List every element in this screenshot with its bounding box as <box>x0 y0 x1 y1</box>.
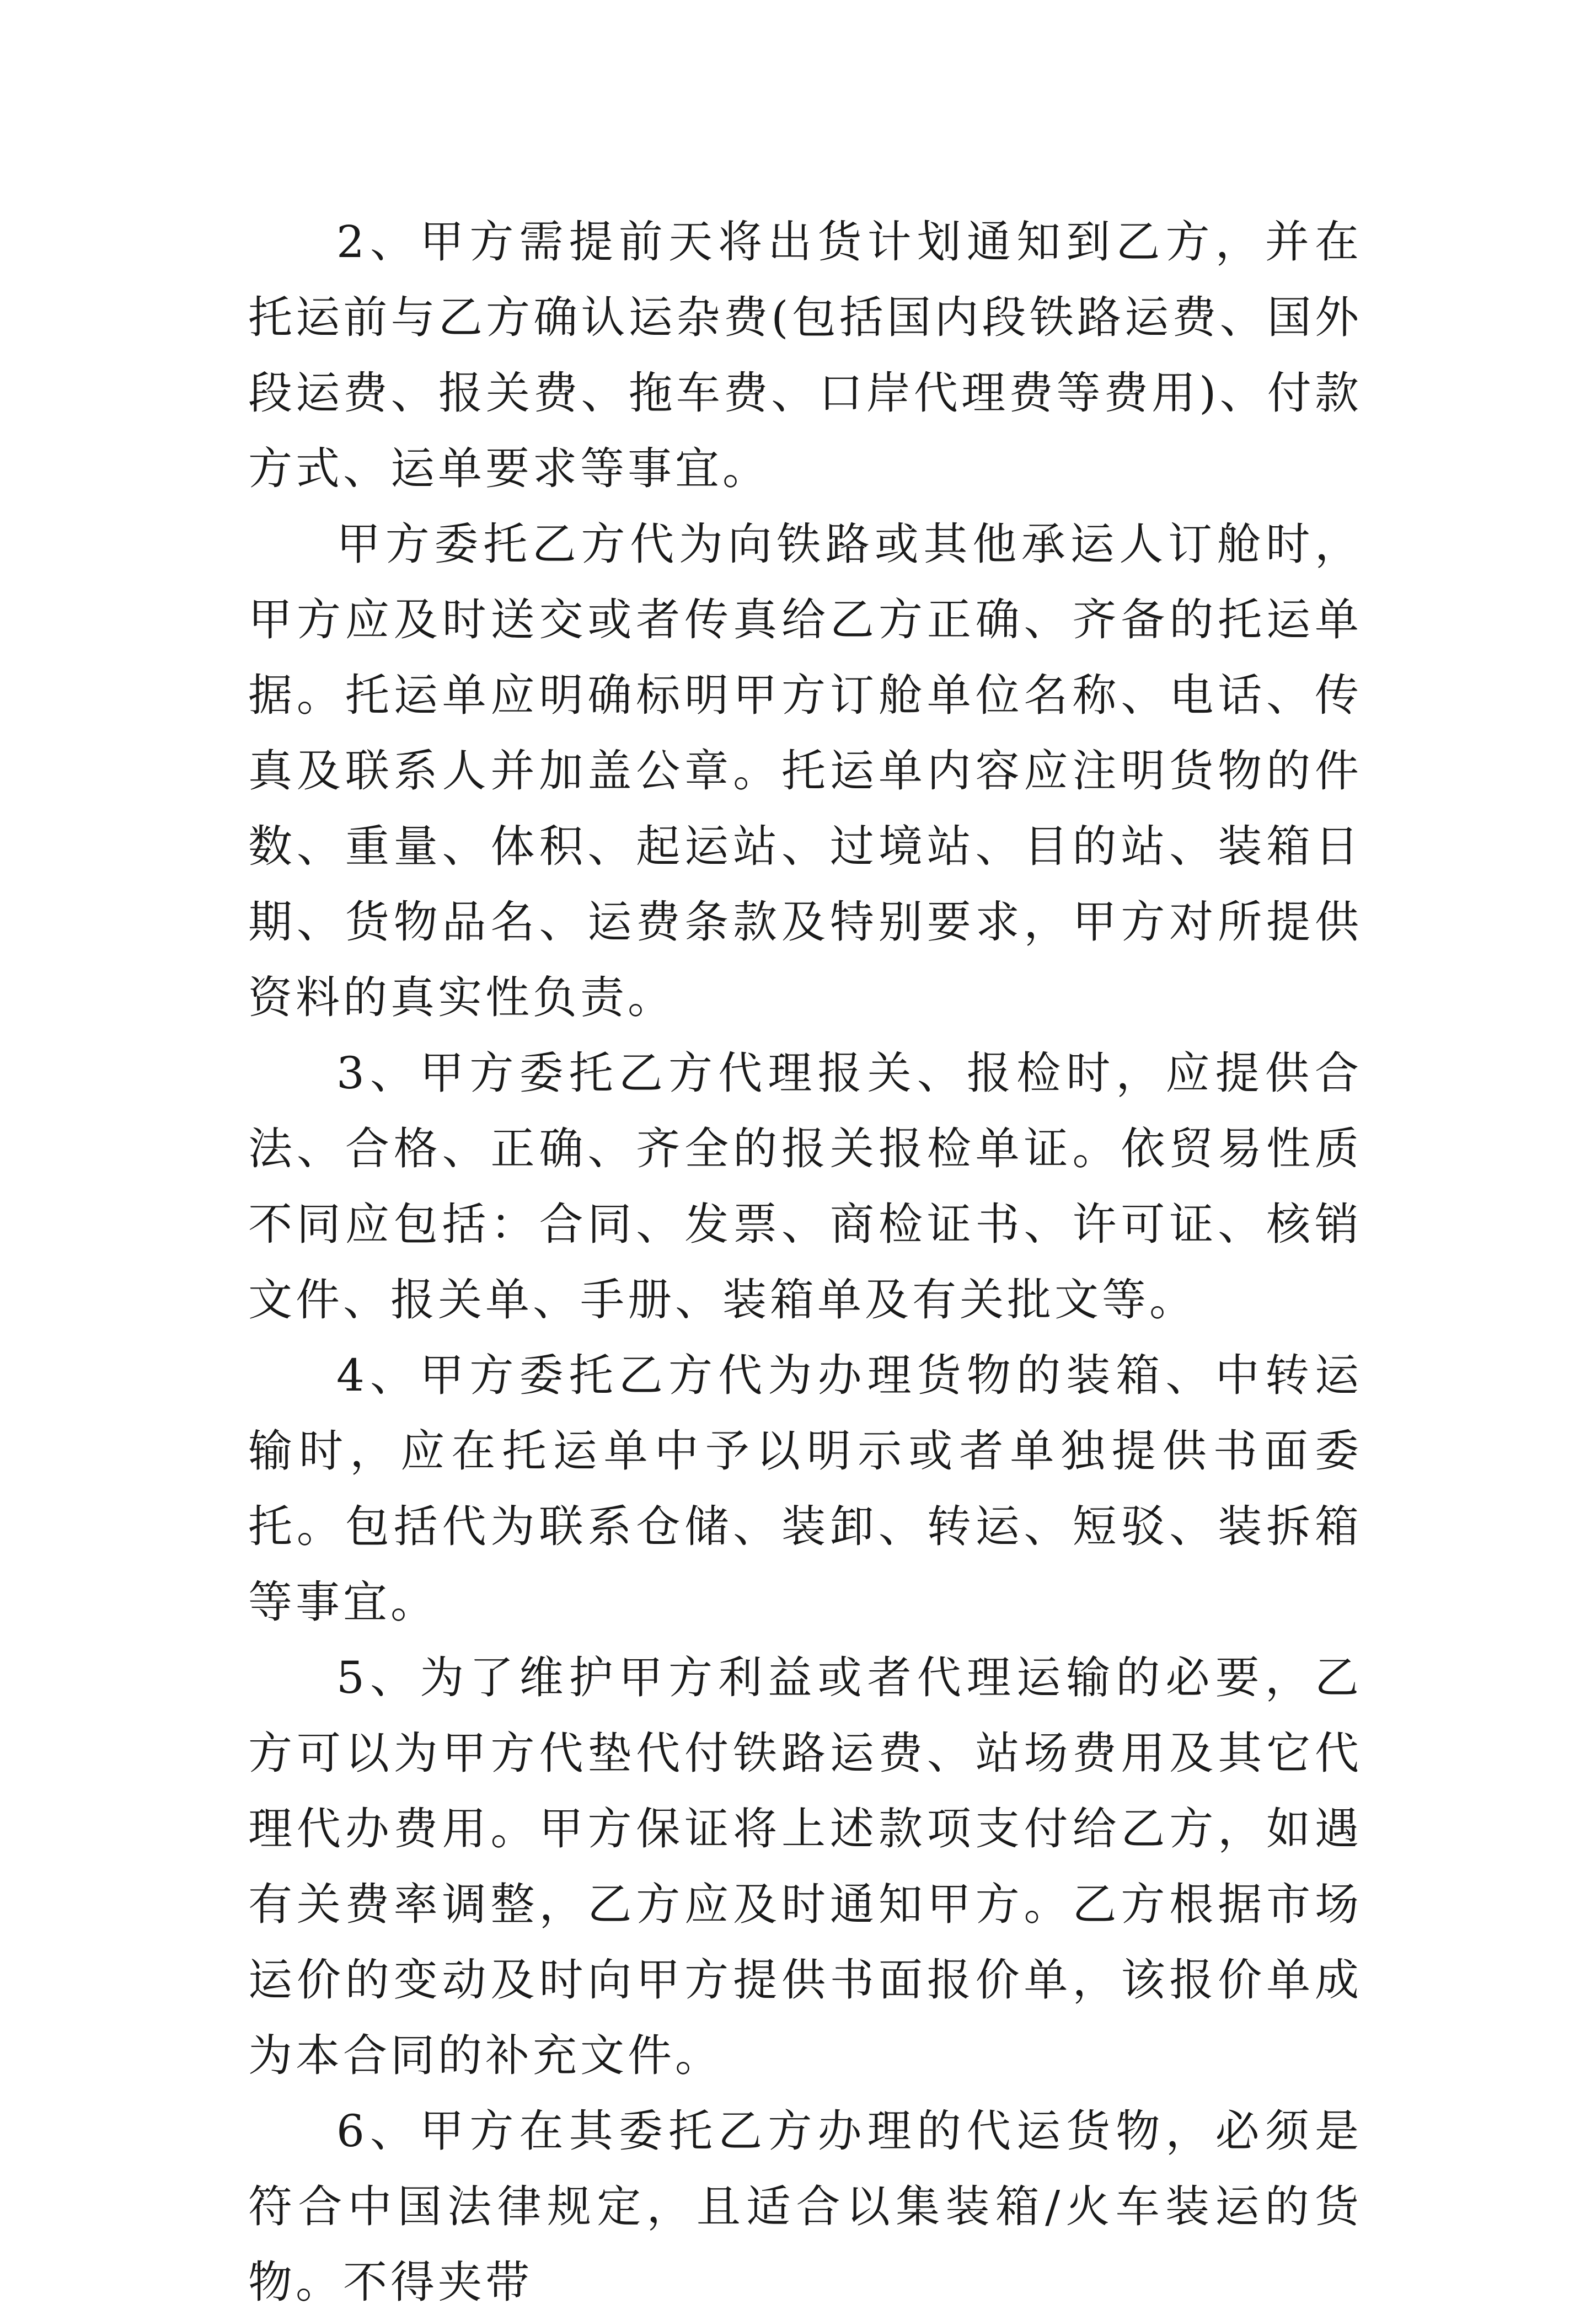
paragraph-clause-6: 6、甲方在其委托乙方办理的代运货物，必须是符合中国法律规定，且适合以集装箱/火车装运的货物。不得夹带 <box>248 2105 1362 2308</box>
paragraph-clause-4: 4、甲方委托乙方代为办理货物的装箱、中转运输时，应在托运单中予以明示或者单独提供书面委托。包括代为联系仓储、装卸、转运、短驳、装拆箱等事宜。 <box>248 1350 1362 1628</box>
document-body <box>248 204 1362 2320</box>
paragraph-clause-2: 2、甲方需提前天将出货计划通知到乙方，并在托运前与乙方确认运杂费(包括国内段铁路运费、国外段运费、报关费、拖车费、口岸代理费等费用)、付款方式、运单要求等事宜。 <box>248 216 1362 494</box>
paragraph-clause-3: 3、甲方委托乙方代理报关、报检时，应提供合法、合格、正确、齐全的报关报检单证。依贸易性质不同应包括：合同、发票、商检证书、许可证、核销文件、报关单、手册、装箱单及有关批文等。 <box>248 1047 1362 1325</box>
paragraph-booking-documents: 甲方委托乙方代为向铁路或其他承运人订舱时，甲方应及时送交或者传真给乙方正确、齐备的托运单据。托运单应明确标明甲方订舱单位名称、电话、传真及联系人并加盖公章。托运单内容应注明货物的件数、重量、体积、起运站、过境站、目的站、装箱日期、货物品名、运费条款及特别要求，甲方对所提供资料的真实性负责。 <box>248 518 1362 1023</box>
paragraph-clause-5: 5、为了维护甲方利益或者代理运输的必要，乙方可以为甲方代垫代付铁路运费、站场费用及其它代理代办费用。甲方保证将上述款项支付给乙方，如遇有关费率调整，乙方应及时通知甲方。乙方根据市场运价的变动及时向甲方提供书面报价单，该报价单成为本合同的补充文件。 <box>248 1652 1362 2081</box>
